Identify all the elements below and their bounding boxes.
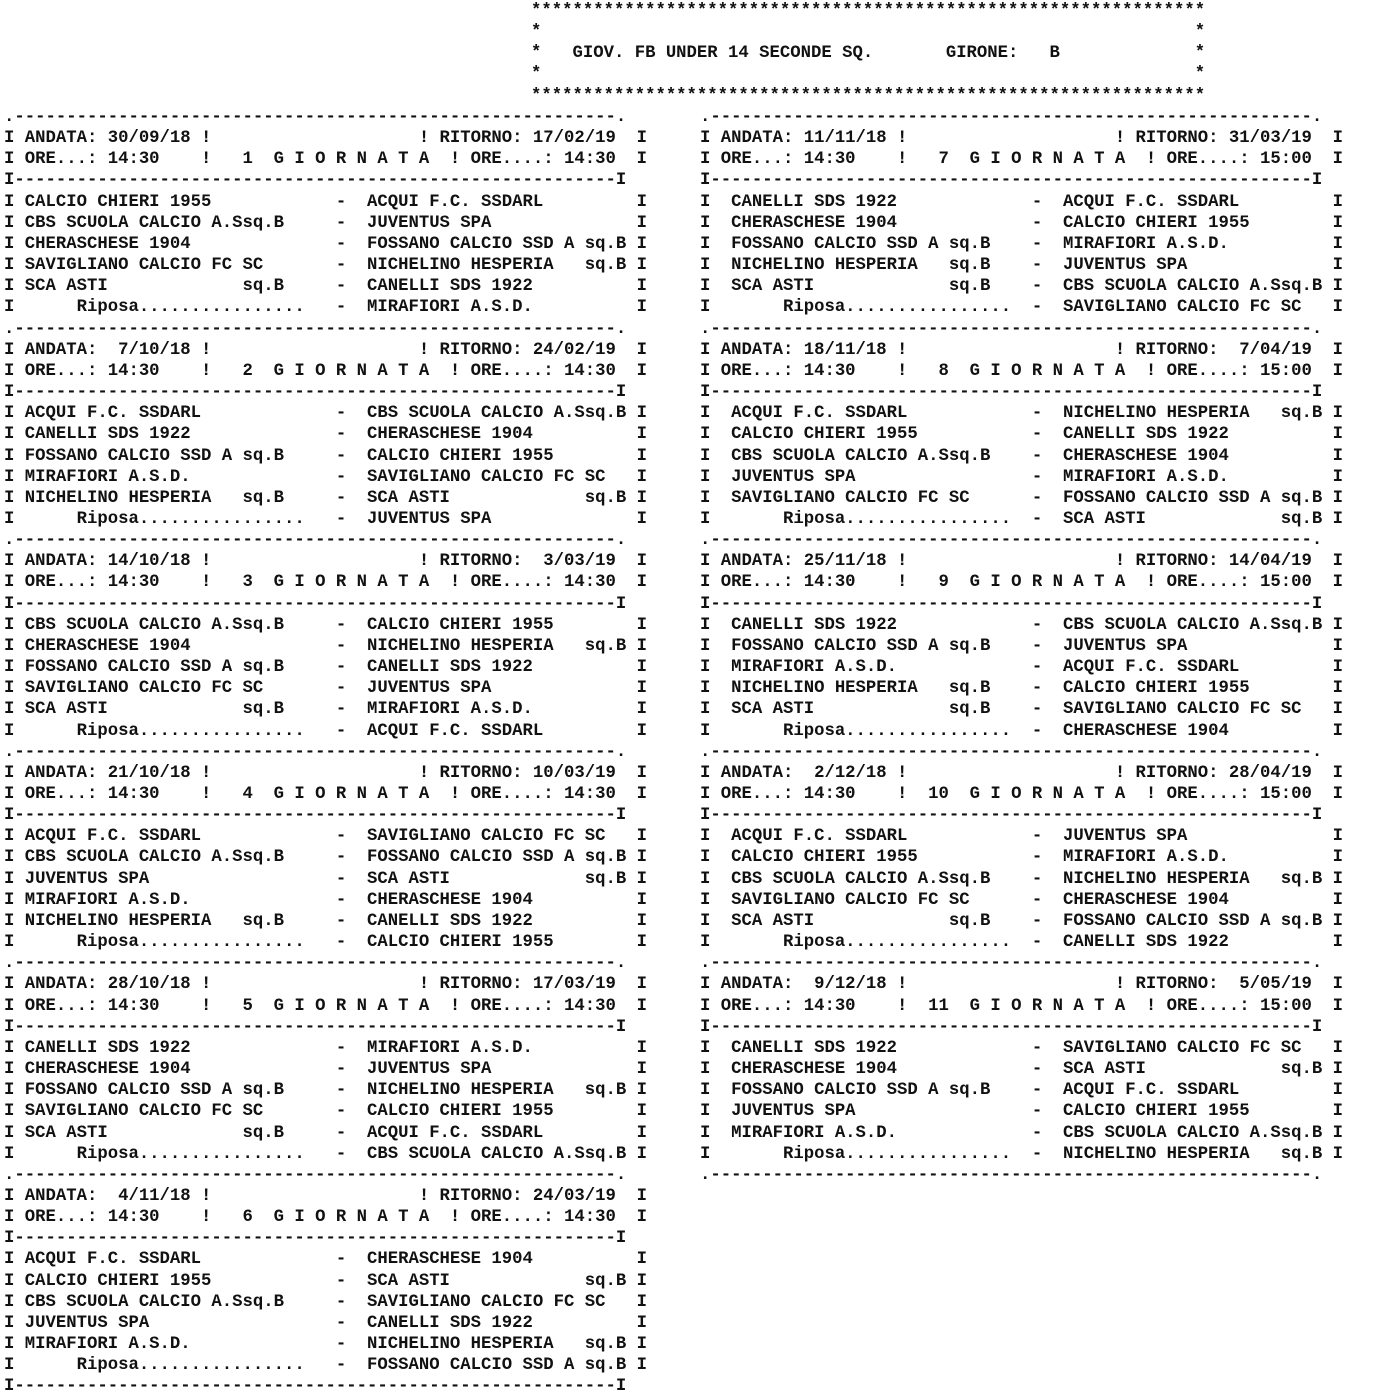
- left-separator-line: .----------------------------------------------------------.: [4, 319, 627, 339]
- left-match-line: I FOSSANO CALCIO SSD A sq.B - CANELLI SDS 1922 I: [4, 658, 647, 678]
- left-rest-team-line: I Riposa................ - CBS SCUOLA CALCIO A.Ssq.B I: [4, 1144, 647, 1164]
- right-separator-line: .----------------------------------------------------------.: [700, 108, 1323, 127]
- right-match-line: I CHERASCHESE 1904 - SCA ASTI sq.B I: [700, 1060, 1343, 1080]
- left-match-line: I CHERASCHESE 1904 - FOSSANO CALCIO SSD A sq.B I: [4, 234, 647, 254]
- left-match-line: I ACQUI F.C. SSDARL - CHERASCHESE 1904 I: [4, 1250, 647, 1270]
- left-match-line: I JUVENTUS SPA - CANELLI SDS 1922 I: [4, 1313, 647, 1333]
- left-separator-line: I----------------------------------------------------------I: [4, 1017, 627, 1037]
- left-rest-team-line: I Riposa................ - JUVENTUS SPA I: [4, 509, 647, 529]
- right-match-line: I CHERASCHESE 1904 - CALCIO CHIERI 1955 I: [700, 213, 1343, 233]
- right-separator-line: .----------------------------------------------------------.: [700, 531, 1323, 551]
- right-separator-line: I----------------------------------------------------------I: [700, 806, 1323, 826]
- left-separator-line: I----------------------------------------------------------I: [4, 171, 627, 191]
- right-round-dates-line: I ANDATA: 2/12/18 ! ! RITORNO: 28/04/19 I: [700, 763, 1343, 783]
- right-match-line: I CANELLI SDS 1922 - SAVIGLIANO CALCIO FC SC I: [700, 1038, 1343, 1058]
- left-round-dates-line: I ANDATA: 28/10/18 ! ! RITORNO: 17/03/19 I: [4, 975, 647, 995]
- header-header-line: * *: [531, 65, 1206, 85]
- left-match-line: I CHERASCHESE 1904 - JUVENTUS SPA I: [4, 1060, 647, 1080]
- right-match-line: I SCA ASTI sq.B - SAVIGLIANO CALCIO FC SC I: [700, 700, 1343, 720]
- left-round-dates-line: I ANDATA: 4/11/18 ! ! RITORNO: 24/03/19 I: [4, 1186, 647, 1206]
- left-round-dates-line: I ANDATA: 7/10/18 ! ! RITORNO: 24/02/19 I: [4, 340, 647, 360]
- right-rest-team-line: I Riposa................ - NICHELINO HESPERIA sq.B I: [700, 1144, 1343, 1164]
- right-match-line: I SCA ASTI sq.B - CBS SCUOLA CALCIO A.Ssq.B I: [700, 277, 1343, 297]
- left-round-title-line: I ORE...: 14:30 ! 4 G I O R N A T A ! ORE....: 14:30 I: [4, 785, 647, 804]
- left-separator-line: .----------------------------------------------------------.: [4, 108, 627, 127]
- right-match-line: I NICHELINO HESPERIA sq.B - CALCIO CHIERI 1955 I: [700, 679, 1343, 699]
- right-rest-team-line: I Riposa................ - SCA ASTI sq.B I: [700, 509, 1343, 529]
- left-rest-team-line: I Riposa................ - CALCIO CHIERI 1955 I: [4, 933, 647, 953]
- header-header-line: * *: [531, 23, 1206, 43]
- right-separator-line: .----------------------------------------------------------.: [700, 1165, 1323, 1185]
- left-match-line: I NICHELINO HESPERIA sq.B - SCA ASTI sq.B I: [4, 488, 647, 508]
- right-separator-line: I----------------------------------------------------------I: [700, 383, 1323, 403]
- left-match-line: I CANELLI SDS 1922 - CHERASCHESE 1904 I: [4, 425, 647, 445]
- left-match-line: I ACQUI F.C. SSDARL - SAVIGLIANO CALCIO FC SC I: [4, 827, 647, 847]
- right-round-dates-line: I ANDATA: 9/12/18 ! ! RITORNO: 5/05/19 I: [700, 975, 1343, 995]
- rounds-column-right: [700, 107, 1343, 1186]
- left-separator-line: .----------------------------------------------------------.: [4, 1165, 627, 1185]
- left-separator-line: I----------------------------------------------------------I: [4, 1229, 627, 1249]
- right-match-line: I MIRAFIORI A.S.D. - CBS SCUOLA CALCIO A.Ssq.B I: [700, 1123, 1343, 1143]
- header-header-line: *****************************************************************: [531, 2, 1206, 21]
- right-match-line: I JUVENTUS SPA - MIRAFIORI A.S.D. I: [700, 467, 1343, 487]
- right-separator-line: I----------------------------------------------------------I: [700, 594, 1323, 614]
- left-match-line: I MIRAFIORI A.S.D. - CHERASCHESE 1904 I: [4, 890, 647, 910]
- header-header-line: * GIOV. FB UNDER 14 SECONDE SQ. GIRONE: B *: [531, 44, 1206, 64]
- left-separator-line: I----------------------------------------------------------I: [4, 383, 627, 403]
- right-round-title-line: I ORE...: 14:30 ! 8 G I O R N A T A ! ORE....: 15:00 I: [700, 361, 1343, 381]
- right-match-line: I ACQUI F.C. SSDARL - JUVENTUS SPA I: [700, 827, 1343, 847]
- left-round-title-line: I ORE...: 14:30 ! 5 G I O R N A T A ! ORE....: 14:30 I: [4, 996, 647, 1016]
- left-match-line: I CBS SCUOLA CALCIO A.Ssq.B - SAVIGLIANO CALCIO FC SC I: [4, 1292, 647, 1312]
- right-match-line: I FOSSANO CALCIO SSD A sq.B - JUVENTUS SPA I: [700, 636, 1343, 656]
- right-match-line: I SAVIGLIANO CALCIO FC SC - CHERASCHESE 1904 I: [700, 890, 1343, 910]
- right-match-line: I CALCIO CHIERI 1955 - CANELLI SDS 1922 I: [700, 425, 1343, 445]
- left-separator-line: .----------------------------------------------------------.: [4, 742, 627, 762]
- right-separator-line: .----------------------------------------------------------.: [700, 742, 1323, 762]
- left-match-line: I SAVIGLIANO CALCIO FC SC - NICHELINO HESPERIA sq.B I: [4, 256, 647, 276]
- left-separator-line: .----------------------------------------------------------.: [4, 531, 627, 551]
- right-round-dates-line: I ANDATA: 11/11/18 ! ! RITORNO: 31/03/19 I: [700, 129, 1343, 149]
- right-match-line: I CBS SCUOLA CALCIO A.Ssq.B - CHERASCHESE 1904 I: [700, 446, 1343, 466]
- rounds-column-left: [4, 107, 647, 1398]
- left-match-line: I JUVENTUS SPA - SCA ASTI sq.B I: [4, 869, 647, 889]
- left-rest-team-line: I Riposa................ - ACQUI F.C. SSDARL I: [4, 721, 647, 741]
- left-match-line: I NICHELINO HESPERIA sq.B - CANELLI SDS 1922 I: [4, 911, 647, 931]
- left-match-line: I CANELLI SDS 1922 - MIRAFIORI A.S.D. I: [4, 1038, 647, 1058]
- right-match-line: I NICHELINO HESPERIA sq.B - JUVENTUS SPA I: [700, 256, 1343, 276]
- left-match-line: I SAVIGLIANO CALCIO FC SC - JUVENTUS SPA I: [4, 679, 647, 699]
- left-match-line: I SCA ASTI sq.B - MIRAFIORI A.S.D. I: [4, 700, 647, 720]
- right-separator-line: .----------------------------------------------------------.: [700, 319, 1323, 339]
- right-match-line: I ACQUI F.C. SSDARL - NICHELINO HESPERIA sq.B I: [700, 404, 1343, 424]
- left-match-line: I FOSSANO CALCIO SSD A sq.B - CALCIO CHIERI 1955 I: [4, 446, 647, 466]
- left-round-title-line: I ORE...: 14:30 ! 1 G I O R N A T A ! ORE....: 14:30 I: [4, 150, 647, 170]
- left-match-line: I MIRAFIORI A.S.D. - NICHELINO HESPERIA sq.B I: [4, 1335, 647, 1355]
- right-match-line: I SAVIGLIANO CALCIO FC SC - FOSSANO CALCIO SSD A sq.B I: [700, 488, 1343, 508]
- calendar-header: [531, 1, 1205, 107]
- left-round-title-line: I ORE...: 14:30 ! 3 G I O R N A T A ! ORE....: 14:30 I: [4, 573, 647, 593]
- left-match-line: I SCA ASTI sq.B - CANELLI SDS 1922 I: [4, 277, 647, 297]
- left-round-dates-line: I ANDATA: 14/10/18 ! ! RITORNO: 3/03/19 I: [4, 552, 647, 572]
- header-header-line: *****************************************************************: [531, 86, 1206, 106]
- right-match-line: I CANELLI SDS 1922 - CBS SCUOLA CALCIO A.Ssq.B I: [700, 615, 1343, 635]
- right-round-dates-line: I ANDATA: 18/11/18 ! ! RITORNO: 7/04/19 I: [700, 340, 1343, 360]
- right-match-line: I FOSSANO CALCIO SSD A sq.B - MIRAFIORI A.S.D. I: [700, 234, 1343, 254]
- right-rest-team-line: I Riposa................ - CANELLI SDS 1922 I: [700, 933, 1343, 953]
- right-separator-line: I----------------------------------------------------------I: [700, 1017, 1323, 1037]
- left-separator-line: .----------------------------------------------------------.: [4, 954, 627, 974]
- left-separator-line: I----------------------------------------------------------I: [4, 594, 627, 614]
- left-rest-team-line: I Riposa................ - MIRAFIORI A.S.D. I: [4, 298, 647, 318]
- left-match-line: I CHERASCHESE 1904 - NICHELINO HESPERIA sq.B I: [4, 636, 647, 656]
- left-match-line: I CBS SCUOLA CALCIO A.Ssq.B - CALCIO CHIERI 1955 I: [4, 615, 647, 635]
- left-match-line: I ACQUI F.C. SSDARL - CBS SCUOLA CALCIO A.Ssq.B I: [4, 404, 647, 424]
- left-match-line: I MIRAFIORI A.S.D. - SAVIGLIANO CALCIO FC SC I: [4, 467, 647, 487]
- left-match-line: I FOSSANO CALCIO SSD A sq.B - NICHELINO HESPERIA sq.B I: [4, 1081, 647, 1101]
- right-separator-line: .----------------------------------------------------------.: [700, 954, 1323, 974]
- right-match-line: I JUVENTUS SPA - CALCIO CHIERI 1955 I: [700, 1102, 1343, 1122]
- left-rest-team-line: I Riposa................ - FOSSANO CALCIO SSD A sq.B I: [4, 1356, 647, 1376]
- right-match-line: I FOSSANO CALCIO SSD A sq.B - ACQUI F.C. SSDARL I: [700, 1081, 1343, 1101]
- right-round-title-line: I ORE...: 14:30 ! 7 G I O R N A T A ! ORE....: 15:00 I: [700, 150, 1343, 170]
- left-separator-line: I----------------------------------------------------------I: [4, 806, 627, 826]
- left-match-line: I CALCIO CHIERI 1955 - SCA ASTI sq.B I: [4, 1271, 647, 1291]
- right-match-line: I CANELLI SDS 1922 - ACQUI F.C. SSDARL I: [700, 192, 1343, 212]
- left-match-line: I CBS SCUOLA CALCIO A.Ssq.B - FOSSANO CALCIO SSD A sq.B I: [4, 848, 647, 868]
- left-match-line: I SCA ASTI sq.B - ACQUI F.C. SSDARL I: [4, 1123, 647, 1143]
- right-rest-team-line: I Riposa................ - SAVIGLIANO CALCIO FC SC I: [700, 298, 1343, 318]
- right-rest-team-line: I Riposa................ - CHERASCHESE 1904 I: [700, 721, 1343, 741]
- left-round-title-line: I ORE...: 14:30 ! 2 G I O R N A T A ! ORE....: 14:30 I: [4, 361, 647, 381]
- right-match-line: I SCA ASTI sq.B - FOSSANO CALCIO SSD A sq.B I: [700, 911, 1343, 931]
- right-round-title-line: I ORE...: 14:30 ! 11 G I O R N A T A ! ORE....: 15:00 I: [700, 996, 1343, 1016]
- right-match-line: I MIRAFIORI A.S.D. - ACQUI F.C. SSDARL I: [700, 658, 1343, 678]
- left-round-title-line: I ORE...: 14:30 ! 6 G I O R N A T A ! ORE....: 14:30 I: [4, 1208, 647, 1228]
- right-round-dates-line: I ANDATA: 25/11/18 ! ! RITORNO: 14/04/19 I: [700, 552, 1343, 572]
- right-round-title-line: I ORE...: 14:30 ! 10 G I O R N A T A ! ORE....: 15:00 I: [700, 785, 1343, 804]
- right-match-line: I CBS SCUOLA CALCIO A.Ssq.B - NICHELINO HESPERIA sq.B I: [700, 869, 1343, 889]
- left-match-line: I SAVIGLIANO CALCIO FC SC - CALCIO CHIERI 1955 I: [4, 1102, 647, 1122]
- right-match-line: I CALCIO CHIERI 1955 - MIRAFIORI A.S.D. I: [700, 848, 1343, 868]
- left-round-dates-line: I ANDATA: 30/09/18 ! ! RITORNO: 17/02/19 I: [4, 129, 647, 149]
- left-separator-line: I----------------------------------------------------------I: [4, 1377, 627, 1397]
- left-match-line: I CALCIO CHIERI 1955 - ACQUI F.C. SSDARL I: [4, 192, 647, 212]
- left-round-dates-line: I ANDATA: 21/10/18 ! ! RITORNO: 10/03/19 I: [4, 763, 647, 783]
- right-round-title-line: I ORE...: 14:30 ! 9 G I O R N A T A ! ORE....: 15:00 I: [700, 573, 1343, 593]
- left-match-line: I CBS SCUOLA CALCIO A.Ssq.B - JUVENTUS SPA I: [4, 213, 647, 233]
- right-separator-line: I----------------------------------------------------------I: [700, 171, 1323, 191]
